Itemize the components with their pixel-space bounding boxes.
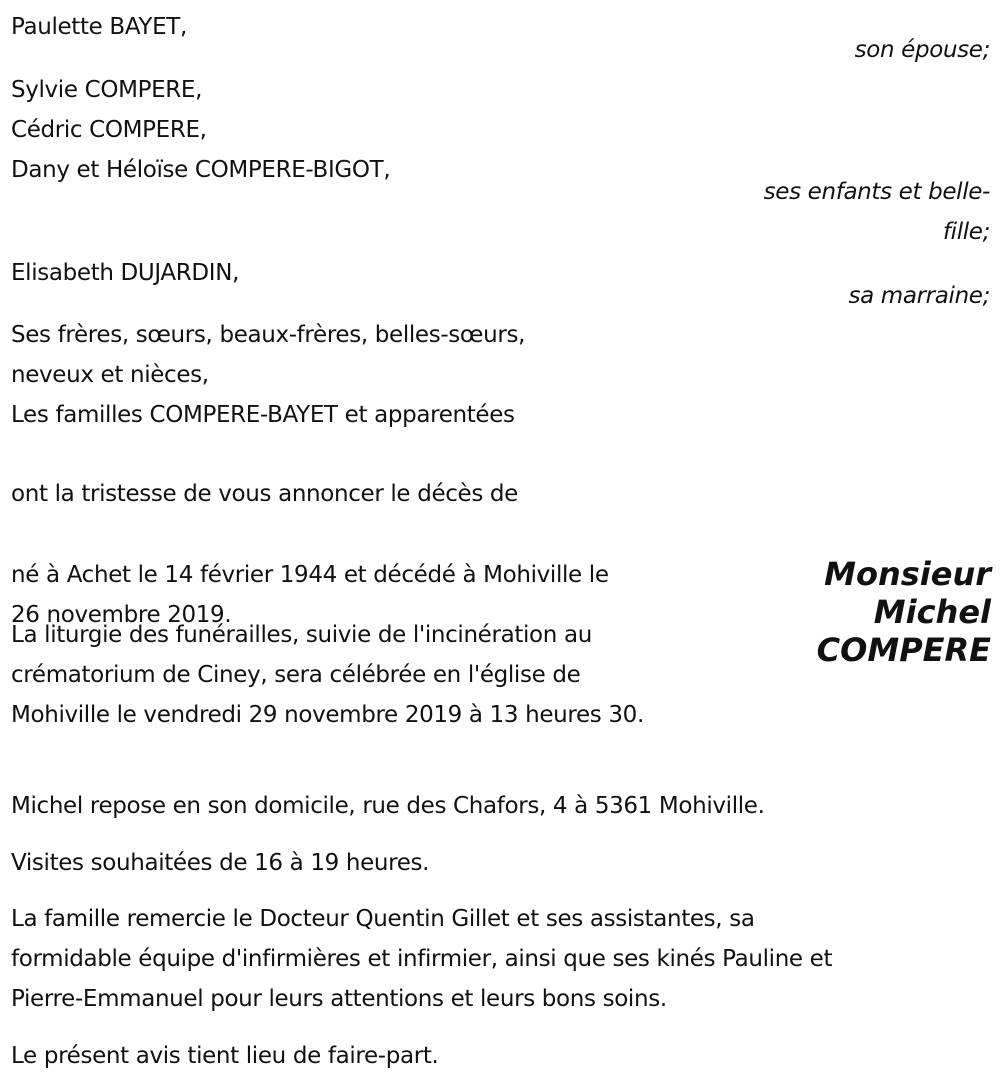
family-name: Dany et Héloïse COMPERE-BIGOT, [11,157,391,183]
family-name: Cédric COMPERE, [11,117,207,143]
family-name: Paulette BAYET, [11,14,187,40]
announcement-line: ont la tristesse de vous annoncer le décès de [11,481,518,507]
deceased-title: Monsieur [824,555,991,593]
paragraph-funeral [11,615,644,735]
relation-text: ses enfants et belle- [763,179,990,205]
family-name: Les familles COMPERE-BAYET et apparentées [11,402,515,428]
paragraph-line: Michel repose en son domicile, rue des Chafors, 4 à 5361 Mohiville. [11,793,765,819]
deceased-last-name: COMPERE [816,631,991,669]
relation-text: sa marraine; [848,283,990,309]
paragraph-line: La famille remercie le Docteur Quentin Gillet et ses assistantes, sa [11,906,755,932]
paragraph-repose [11,786,765,826]
paragraph-line: Mohiville le vendredi 29 novembre 2019 à 13 heures 30. [11,702,644,728]
paragraph-line: formidable équipe d'infirmières et infirmier, ainsi que ses kinés Pauline et [11,946,833,972]
paragraph-closing [11,1036,438,1076]
relation-text: son épouse; [854,37,990,63]
family-group-extended [11,315,525,435]
family-group-children [11,70,390,190]
family-group-spouse [11,7,187,47]
family-name: Ses frères, sœurs, beaux-frères, belles-sœurs, [11,322,526,348]
announcement-text [11,474,518,514]
paragraph-line: crématorium de Ciney, sera célébrée en l'église de [11,662,581,688]
family-name: neveux et nièces, [11,362,209,388]
paragraph-line: 26 novembre 2019. [11,602,232,628]
paragraph-line: né à Achet le 14 février 1944 et décédé à Mohiville le [11,562,609,588]
family-group-godmother [11,253,239,293]
paragraph-thanks [11,899,832,1019]
family-name: Sylvie COMPERE, [11,77,203,103]
deceased-name [817,555,991,669]
paragraph-line: Le présent avis tient lieu de faire-part. [11,1043,439,1069]
paragraph-line: Visites souhaitées de 16 à 19 heures. [11,850,430,876]
paragraph-line: Pierre-Emmanuel pour leurs attentions et leurs bons soins. [11,986,667,1012]
relation-text: fille; [942,219,990,245]
family-name: Elisabeth DUJARDIN, [11,260,240,286]
paragraph-visits [11,843,429,883]
deceased-first-name: Michel [873,593,991,631]
paragraph-line: La liturgie des funérailles, suivie de l'incinération au [11,622,592,648]
relation-label-children [764,172,990,252]
relation-label-spouse [855,30,990,70]
relation-label-godmother [848,276,990,316]
